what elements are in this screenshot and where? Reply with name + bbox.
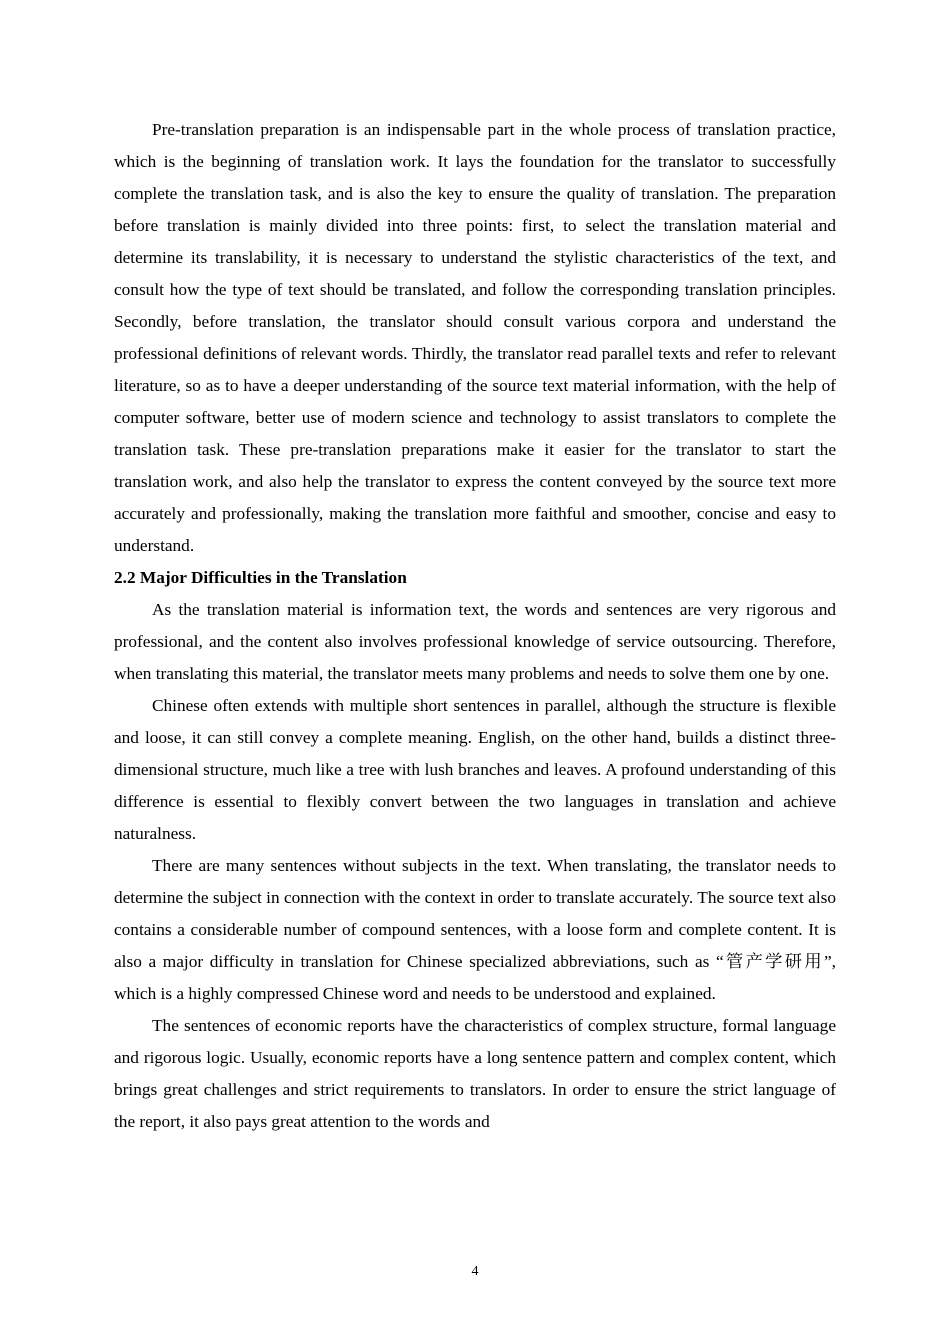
page-number: 4 (471, 1264, 479, 1279)
paragraph-chinese-structure: Chinese often extends with multiple short sentences in parallel, although the structure is flexible and loose, it can still convey a complete meaning. English, on the other hand, builds a distinct three-dimensional structure, much like a tree with lush branches and leaves. A profound understanding of this difference is essential to flexibly convert between the two languages in translation and achieve naturalness. (114, 696, 836, 843)
paragraph-pre-translation: Pre-translation preparation is an indispensable part in the whole process of translation practice, which is the beginning of translation work. It lays the foundation for the translator to successfully complete the translation task, and is also the key to ensure the quality of translation. The preparation before translation is mainly divided into three points: first, to select the translation material and determine its translability, it is necessary to understand the stylistic characteristics of the text, and consult how the type of text should be translated, and follow the corresponding translation principles. Secondly, before translation, the translator should consult various corpora and understand the professional definitions of relevant words. Thirdly, the translator read parallel texts and refer to relevant literature, so as to have a deeper understanding of the source text material information, with the help of computer software, better use of modern science and technology to assist translators to complete the translation task. These pre-translation preparations make it easier for the translator to start the translation work, and also help the translator to express the content conveyed by the source text more accurately and professionally, making the translation more faithful and smoother, concise and easy to understand. (114, 120, 836, 555)
page-body (114, 114, 836, 1138)
section-heading: 2.2 Major Difficulties in the Translation (114, 568, 407, 587)
paragraph-material: As the translation material is information text, the words and sentences are very rigorous and professional, and the content also involves professional knowledge of service outsourcing. Therefore, when translating this material, the translator meets many problems and needs to solve them one by one. (114, 600, 836, 683)
paragraph-subjects: There are many sentences without subjects in the text. When translating, the translator needs to determine the subject in connection with the context in order to translate accurately. The source text also contains a considerable number of compound sentences, with a loose form and complete content. It is also a major difficulty in translation for Chinese specialized abbreviations, such as “管产学研用”, which is a highly compressed Chinese word and needs to be understood and explained. (114, 856, 836, 1003)
paragraph-economic-reports: The sentences of economic reports have the characteristics of complex structure, formal language and rigorous logic. Usually, economic reports have a long sentence pattern and complex content, which brings great challenges and strict requirements to translators. In order to ensure the strict language of the report, it also pays great attention to the words and (114, 1016, 836, 1131)
